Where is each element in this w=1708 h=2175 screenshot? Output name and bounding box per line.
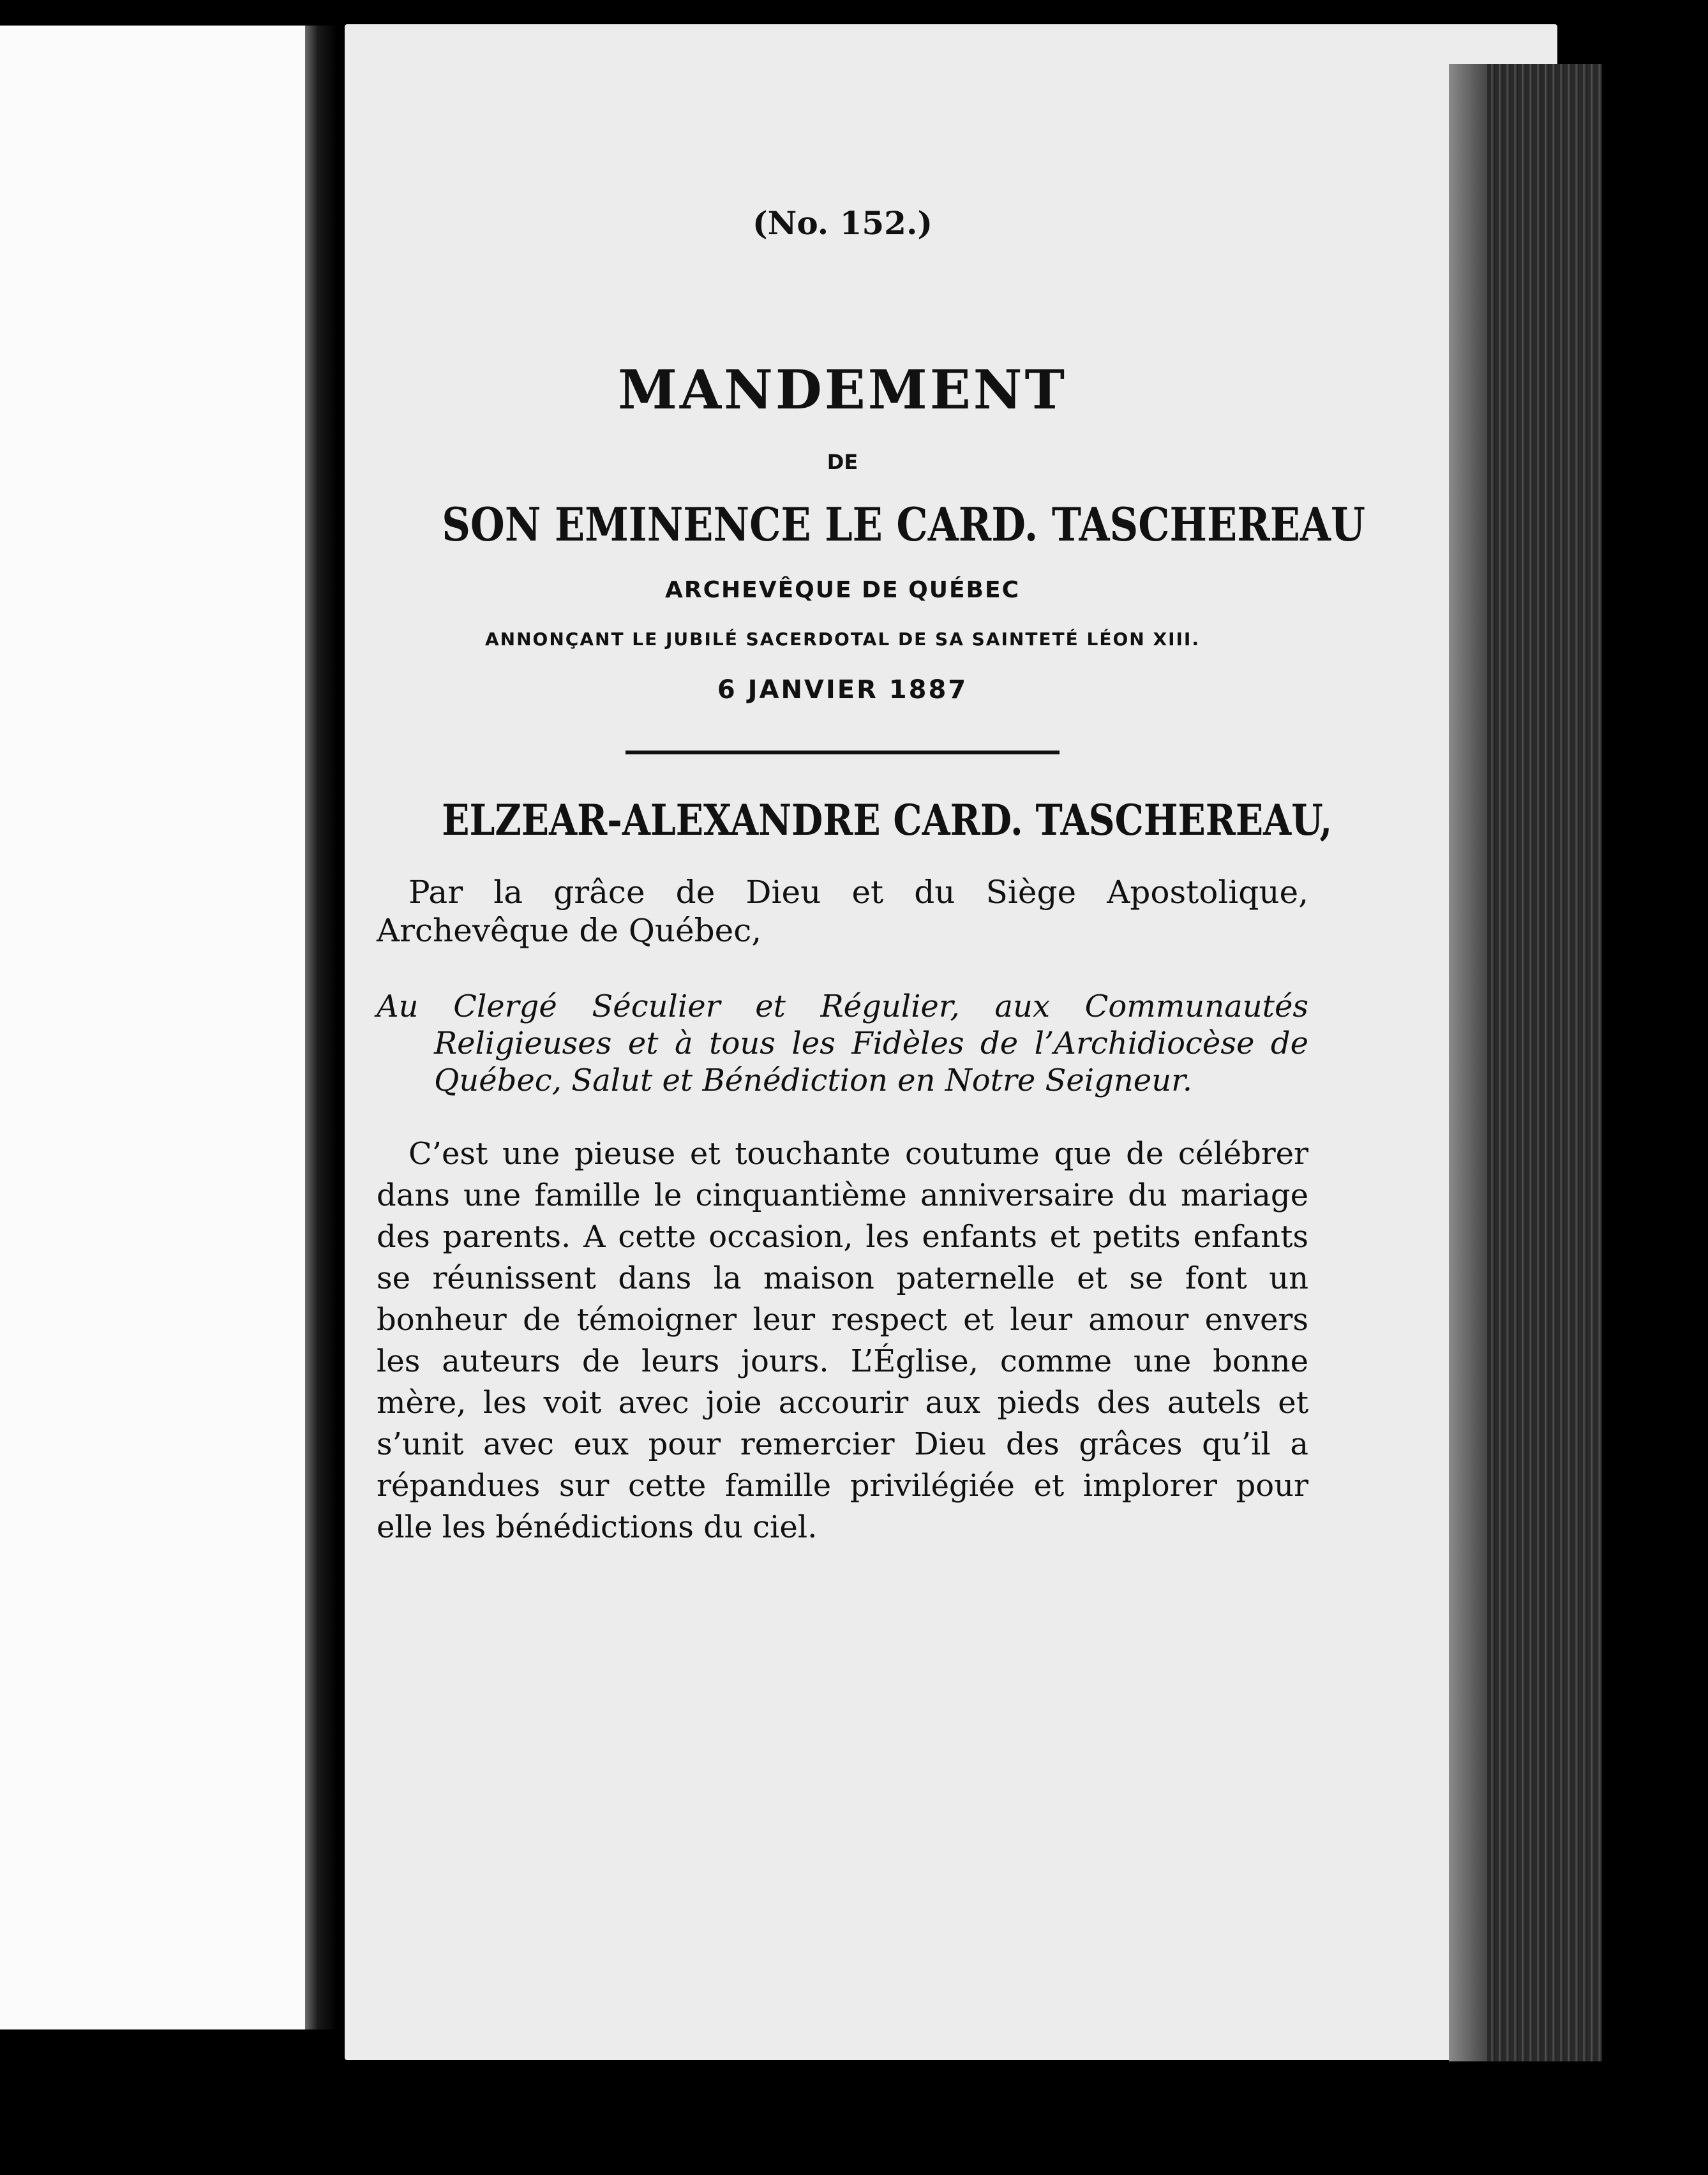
by-grace-line: Par la grâce de Dieu et du Siège Apostolique, Archevêque de Québec, [377, 874, 1308, 949]
left-page [0, 26, 309, 2029]
divider-rule [626, 751, 1060, 754]
salutation-address: Au Clergé Séculier et Régulier, aux Communautés Religieuses et à tous les Fidèles de l’Archidiocèse de Québec, Salut et Bénédiction en Notre Seigneur. [377, 989, 1308, 1098]
document-date: 6 JANVIER 1887 [717, 675, 968, 705]
book-gutter [305, 26, 337, 2029]
office-line: ARCHEVÊQUE DE QUÉBEC [664, 577, 1021, 603]
page-edges [1487, 64, 1602, 2061]
signatory-name: ELZEAR-ALEXANDRE CARD. TASCHEREAU, [442, 795, 1333, 845]
subject-line: ANNONÇANT LE JUBILÉ SACERDOTAL DE SA SAINTETÉ LÉON XIII. [485, 629, 1200, 650]
document-title: MANDEMENT [617, 358, 1068, 421]
page-content [377, 204, 1365, 1548]
title-de: DE [827, 450, 858, 474]
author-line: SON EMINENCE LE CARD. TASCHEREAU [442, 497, 1365, 551]
body-paragraph: C’est une pieuse et touchante coutume que de célébrer dans une famille le cinquantième anniversaire du mariage des parents. A cette occasion, les enfants et petits enfants se réunissent dans la maison paternelle et se font un bonheur de témoigner leur respect et leur amour envers les auteurs de leurs jours. L’Église, comme une bonne mère, les voit avec joie accourir aux pieds des autels et s’unit avec eux pour remercier Dieu des grâces qu’il a répandues sur cette famille privilégiée et implorer pour elle les bénédictions du ciel. [377, 1136, 1308, 1545]
document-number: (No. 152.) [752, 204, 933, 242]
